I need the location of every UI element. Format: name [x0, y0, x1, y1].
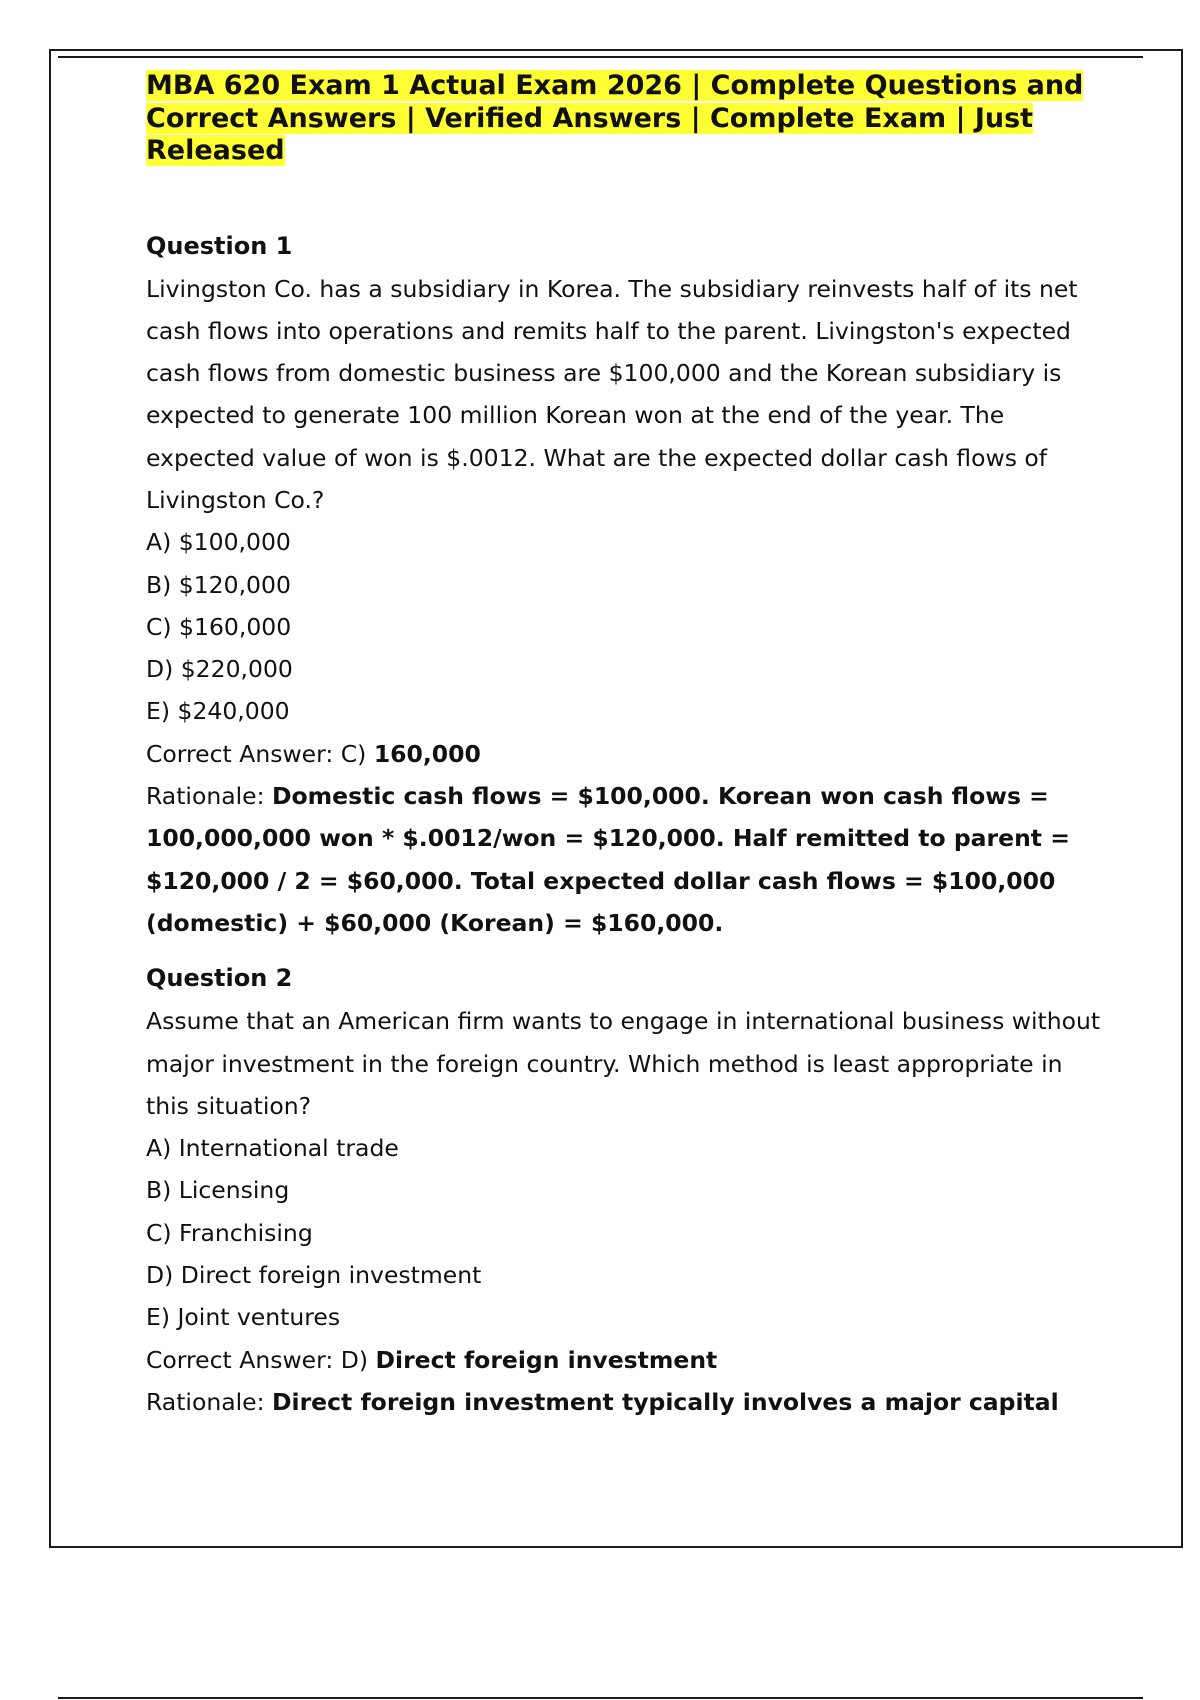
rationale-text: Direct foreign investment typically involves a major capital — [272, 1387, 1059, 1416]
answer-option-b: B) Licensing — [146, 1176, 290, 1205]
correct-answer-label: Correct Answer: C) — [146, 739, 374, 768]
footer-rule — [58, 1697, 1143, 1699]
header-rule — [58, 56, 1143, 58]
rationale — [146, 775, 1106, 944]
correct-answer-label: Correct Answer: D) — [146, 1345, 376, 1374]
question-2 — [146, 961, 1106, 1423]
answer-option-b: B) $120,000 — [146, 570, 291, 599]
correct-answer-value: Direct foreign investment — [375, 1345, 718, 1374]
title-highlight: MBA 620 Exam 1 Actual Exam 2026 | Complete Questions and Correct Answers | Verified Answers | Complete Exam | Just Released — [146, 70, 1084, 166]
question-1 — [146, 229, 1106, 945]
rationale-label: Rationale: — [146, 782, 273, 811]
question-text: Assume that an American firm wants to engage in international business without major investment in the foreign country. Which method is least appropriate in this situation? — [146, 1007, 1101, 1120]
answer-option-e: E) $240,000 — [146, 697, 290, 726]
answer-option-d: D) Direct foreign investment — [146, 1261, 482, 1290]
answer-option-c: C) $160,000 — [146, 612, 292, 641]
answer-option-e: E) Joint ventures — [146, 1303, 341, 1332]
answer-option-a: A) International trade — [146, 1134, 399, 1163]
question-heading: Question 1 — [146, 231, 293, 260]
document-title — [146, 70, 1106, 168]
rationale-text: Domestic cash flows = $100,000. Korean won cash flows = 100,000,000 won * $.0012/won = $120,000. Half remitted to parent = $120,000 / 2 = $60,000. Total expected dollar cash flows = $100,000 (domestic) + $60,000 (Korean) = $160,000. — [146, 782, 1070, 937]
rationale-label: Rationale: — [146, 1387, 273, 1416]
correct-answer — [146, 733, 1106, 775]
answer-option-d: D) $220,000 — [146, 655, 293, 684]
correct-answer — [146, 1339, 1106, 1381]
correct-answer-value: 160,000 — [373, 739, 481, 768]
rationale — [146, 1381, 1106, 1423]
question-text: Livingston Co. has a subsidiary in Korea. The subsidiary reinvests half of its net cash flows into operations and remits half to the parent. Livingston's expected cash flows from domestic business are $100,000 and the Korean subsidiary is expected to generate 100 million Korean won at the end of the year. The expected value of won is $.0012. What are the expected dollar cash flows of Livingston Co.? — [146, 274, 1078, 514]
answer-option-a: A) $100,000 — [146, 528, 291, 557]
question-heading: Question 2 — [146, 964, 293, 993]
answer-option-c: C) Franchising — [146, 1218, 313, 1247]
document-body — [146, 70, 1106, 1423]
